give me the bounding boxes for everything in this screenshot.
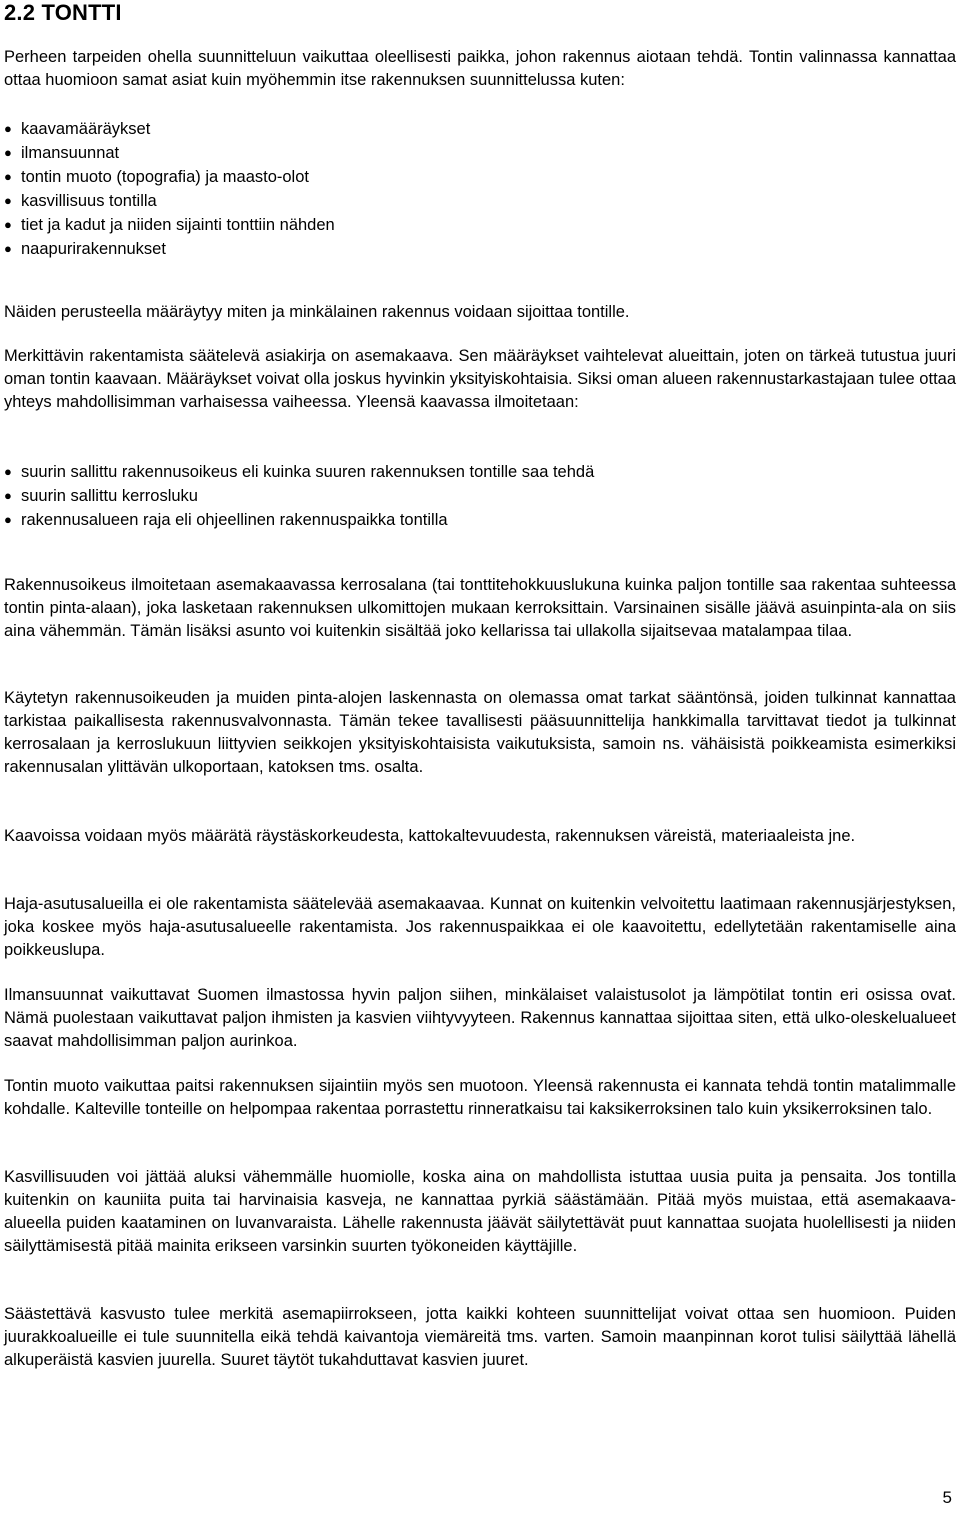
- page-number: 5: [942, 1488, 952, 1507]
- bullet-icon: ●: [4, 121, 12, 136]
- list-item: ● kaavamääräykset: [4, 117, 335, 141]
- paragraph: Säästettävä kasvusto tulee merkitä asemapiirrokseen, jotta kaikki kohteen suunnittelijat voivat ottaa sen huomioon. Puiden juurakkoalueille ei tule suunnitella eikä tehdä kaivantoja viemäreitä tms. varten. Samoin maanpinnan korot tulisi säilyttää lähellä alkuperäistä kasvien juurella. Suuret täytöt tukahduttavat kasvien juuret.: [4, 1305, 956, 1369]
- list-item: ● tiet ja kadut ja niiden sijainti tonttiin nähden: [4, 213, 335, 237]
- bullet-icon: ●: [4, 464, 12, 479]
- bullet-icon: ●: [4, 169, 12, 184]
- list-item: ● ilmansuunnat: [4, 141, 335, 165]
- bullet-icon: ●: [4, 193, 12, 208]
- list-item: ● naapurirakennukset: [4, 237, 335, 261]
- paragraph: Tontin muoto vaikuttaa paitsi rakennuksen sijaintiin myös sen muotoon. Yleensä rakennusta ei kannata tehdä tontin matalimmalle kohdalle. Kalteville tonteille on helpompaa rakentaa porrastettu rinneratkaisu tai kaksikerroksinen talo kuin yksikerroksinen talo.: [4, 1077, 956, 1118]
- paragraph: Näiden perusteella määräytyy miten ja minkälainen rakennus voidaan sijoittaa tontille.: [4, 303, 630, 321]
- list-item: ● kasvillisuus tontilla: [4, 189, 335, 213]
- list-item: ● tontin muoto (topografia) ja maasto-olot: [4, 165, 335, 189]
- section-heading: 2.2 TONTTI: [4, 0, 122, 25]
- paragraph: Rakennusoikeus ilmoitetaan asemakaavassa kerrosalana (tai tonttitehokkuuslukuna kuinka paljon tontille saa rakentaa suhteessa tontin pinta-alaan), joka lasketaan rakennuksen ulkomittojen mukaan kerroksittain. Varsinainen sisälle jäävä asuinpinta-ala on siis aina vähemmän. Tämän lisäksi asunto voi kuitenkin sisältää joko kellarissa tai ullakolla sijaitsevaa matalampaa tilaa.: [4, 576, 956, 640]
- bullet-icon: ●: [4, 241, 12, 256]
- tontti-criteria-list: [4, 117, 335, 261]
- paragraph: Haja-asutusalueilla ei ole rakentamista säätelevää asemakaavaa. Kunnat on kuitenkin velvoitettu laatimaan rakennusjärjestyksen, joka koskee myös haja-asutusalueelle rakentamista. Jos rakennuspaikkaa ei ole kaavoitettu, edellytetään rakentamiselle aina poikkeuslupa.: [4, 895, 956, 959]
- bullet-icon: ●: [4, 217, 12, 232]
- list-item: ● suurin sallittu kerrosluku: [4, 484, 594, 508]
- paragraph: Kasvillisuuden voi jättää aluksi vähemmälle huomiolle, koska aina on mahdollista istuttaa uusia puita ja pensaita. Jos tontilla kuitenkin on kauniita puita tai harvinaisia kasveja, ne kannattaa pyrkiä säästämään. Pitää myös muistaa, että asemakaava-alueella puiden kaataminen on luvanvaraista. Lähelle rakennusta jäävät säilytettävät puut kannattaa suojata huolellisesti ja niiden säilyttämisestä pitää mainita erikseen varsinkin suurten työkoneiden käyttäjille.: [4, 1168, 956, 1255]
- list-item: ● rakennusalueen raja eli ohjeellinen rakennuspaikka tontilla: [4, 508, 594, 532]
- kaava-contents-list: [4, 460, 594, 532]
- bullet-icon: ●: [4, 488, 12, 503]
- paragraph: Käytetyn rakennusoikeuden ja muiden pinta-alojen laskennasta on olemassa omat tarkat sääntönsä, joiden tulkinnat kannattaa tarkistaa paikallisesta rakennusvalvonnasta. Tämän tekee tavallisesti pääsuunnittelija hankkimalla tarvittavat tiedot ja tulkinnat kerrosalaan ja kerroslukuun liittyvien seikkojen yksityiskohtaisista vaikutuksista, samoin ns. vähäisistä poikkeamista esimerkiksi rakennusalan ylittävän ulkoportaan, katoksen tms. osalta.: [4, 689, 956, 776]
- bullet-icon: ●: [4, 145, 12, 160]
- paragraph: Merkittävin rakentamista säätelevä asiakirja on asemakaava. Sen määräykset vaihtelevat alueittain, joten on tärkeä tutustua juuri oman tontin kaavaan. Määräykset voivat olla joskus hyvinkin yksityiskohtaisia. Siksi oman alueen rakennustarkastajaan tulee ottaa yhteys mahdollisimman varhaisessa vaiheessa. Yleensä kaavassa ilmoitetaan:: [4, 347, 957, 411]
- list-item: ● suurin sallittu rakennusoikeus eli kuinka suuren rakennuksen tontille saa tehdä: [4, 460, 594, 484]
- bullet-icon: ●: [4, 512, 12, 527]
- paragraph: Ilmansuunnat vaikuttavat Suomen ilmastossa hyvin paljon siihen, minkälaiset valaistusolot ja lämpötilat tontin eri osissa ovat. Nämä puolestaan vaikuttavat paljon ihmisten ja kasvien viihtyvyyteen. Rakennus kannattaa sijoittaa siten, että ulko-oleskelualueet saavat mahdollisimman paljon aurinkoa.: [4, 986, 956, 1050]
- intro-paragraph: Perheen tarpeiden ohella suunnitteluun vaikuttaa oleellisesti paikka, johon rakennus aiotaan tehdä. Tontin valinnassa kannattaa ottaa huomioon samat asiat kuin myöhemmin itse rakennuksen suunnittelussa kuten:: [4, 48, 956, 89]
- paragraph: Kaavoissa voidaan myös määrätä räystäskorkeudesta, kattokaltevuudesta, rakennuksen väreistä, materiaaleista jne.: [4, 827, 856, 845]
